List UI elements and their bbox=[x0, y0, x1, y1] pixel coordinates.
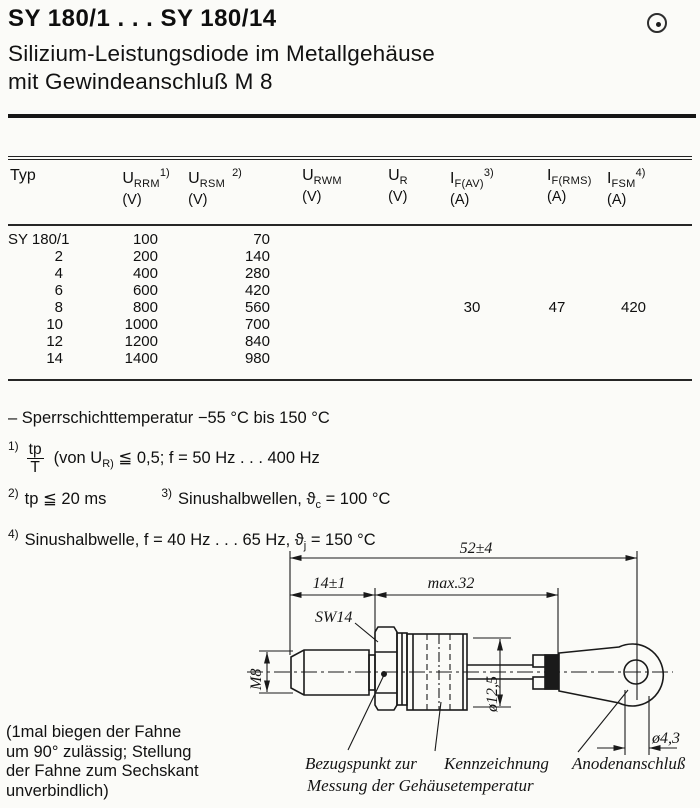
footnotes bbox=[8, 408, 628, 556]
bend-note-line3: der Fahne zum Sechskant bbox=[6, 762, 199, 780]
ratings-table bbox=[8, 156, 692, 381]
hole-diameter-label: ø4,3 bbox=[652, 730, 680, 747]
bend-note-line4: unverbindlich) bbox=[6, 781, 109, 800]
junction-temperature-note: – Sperrschichttemperatur −55 °C bis 150 °C bbox=[8, 409, 330, 427]
hex-nut bbox=[375, 627, 397, 710]
footnote-2-text: tp ≦ 20 ms bbox=[24, 490, 107, 508]
dim-body-length: max.32 bbox=[427, 575, 475, 592]
reference-point-dot bbox=[381, 671, 387, 677]
duty-cycle-fraction: $\frac{tp}{T}$ bbox=[28, 441, 42, 476]
footnote-3: $^{3)}$ Sinushalbwellen, $ϑ_c = 100$ °C bbox=[161, 486, 391, 511]
footnote-1-text: (von $U_{R)}$ ≦ 0,5; f = 50 Hz . . . 400 Hz bbox=[53, 448, 320, 470]
marking-label: Kennzeichnung bbox=[444, 754, 549, 773]
col-header-ifav: $I_{F(AV)}^{3)}$ (A) bbox=[435, 158, 509, 225]
col-header-urwm: $U_{RWM}$ (V) bbox=[243, 158, 361, 225]
footnote-3-marker: 3) bbox=[161, 486, 173, 500]
footnote-2-marker: 2) bbox=[8, 486, 19, 500]
table-row: 12 1200 840 bbox=[46, 333, 270, 350]
bend-note-line2: um 90° zulässig; Stellung bbox=[6, 742, 192, 761]
registration-dot bbox=[656, 22, 661, 27]
table-header-row bbox=[8, 158, 692, 225]
col-header-ifrms: $I_{F(RMS)}$ (A) bbox=[509, 158, 605, 225]
table-row: 4 400 280 bbox=[54, 265, 270, 282]
body-diameter-label: ø12,5 bbox=[484, 676, 501, 712]
title-block bbox=[8, 5, 435, 96]
footnote-1-marker: 1) bbox=[8, 439, 19, 453]
subtitle-line-2: mit Gewindeanschluß M 8 bbox=[8, 69, 273, 94]
bend-note bbox=[6, 723, 261, 801]
col-header-typ: Typ bbox=[8, 158, 105, 225]
table-row: SY 180/1 100 70 bbox=[8, 231, 270, 248]
table-row: 8 800 560 30 47 420 bbox=[54, 299, 647, 316]
table-row: 6 600 420 bbox=[54, 282, 270, 299]
dim-total-length: 52±4 bbox=[459, 540, 493, 557]
page-subtitle bbox=[8, 40, 435, 96]
col-header-ifsm: $I_{FSM}^{4)}$ (A) bbox=[605, 158, 692, 225]
anode-terminal-label: Anodenanschluß bbox=[572, 754, 686, 773]
registration-mark-icon bbox=[647, 13, 667, 33]
technical-drawing bbox=[245, 538, 695, 806]
subtitle-line-1: Silizium-Leistungsdiode im Metallgehäuse bbox=[8, 41, 435, 66]
footnote-1 bbox=[8, 441, 628, 476]
bend-note-line1: (1mal biegen der Fahne bbox=[6, 723, 182, 741]
dim-stud-length: 14±1 bbox=[312, 575, 346, 592]
reference-point-leader bbox=[348, 675, 384, 750]
wrench-size-label: SW14 bbox=[315, 609, 353, 626]
table-row: 10 1000 700 bbox=[46, 316, 270, 333]
col-header-ur: $U_R$ (V) bbox=[361, 158, 435, 225]
footnote-4-marker: 4) bbox=[8, 527, 19, 541]
col-header-urrm: $U_{RRM}^{1)}$ (V) bbox=[105, 158, 187, 225]
thread-size-label: M8 bbox=[248, 668, 265, 690]
reference-point-label-line2: Messung der Gehäusetemperatur bbox=[307, 776, 534, 795]
diode-outline bbox=[291, 627, 663, 710]
divider-rule bbox=[8, 114, 696, 118]
col-header-ursm: $U_{RSM}^{2)}$ (V) bbox=[187, 158, 243, 225]
footnote-2-3 bbox=[8, 483, 628, 515]
page-title: SY 180/1 . . . SY 180/14 bbox=[8, 5, 277, 32]
table-row: 14 1400 980 bbox=[46, 350, 270, 367]
reference-point-label-line1: Bezugspunkt zur bbox=[305, 754, 417, 773]
footnote-4: $^{4)}$ Sinushalbwelle, f = 40 Hz . . . 65 Hz, $ϑ_j = 150$ °C bbox=[8, 527, 376, 552]
table-row: 2 200 140 bbox=[54, 248, 270, 265]
